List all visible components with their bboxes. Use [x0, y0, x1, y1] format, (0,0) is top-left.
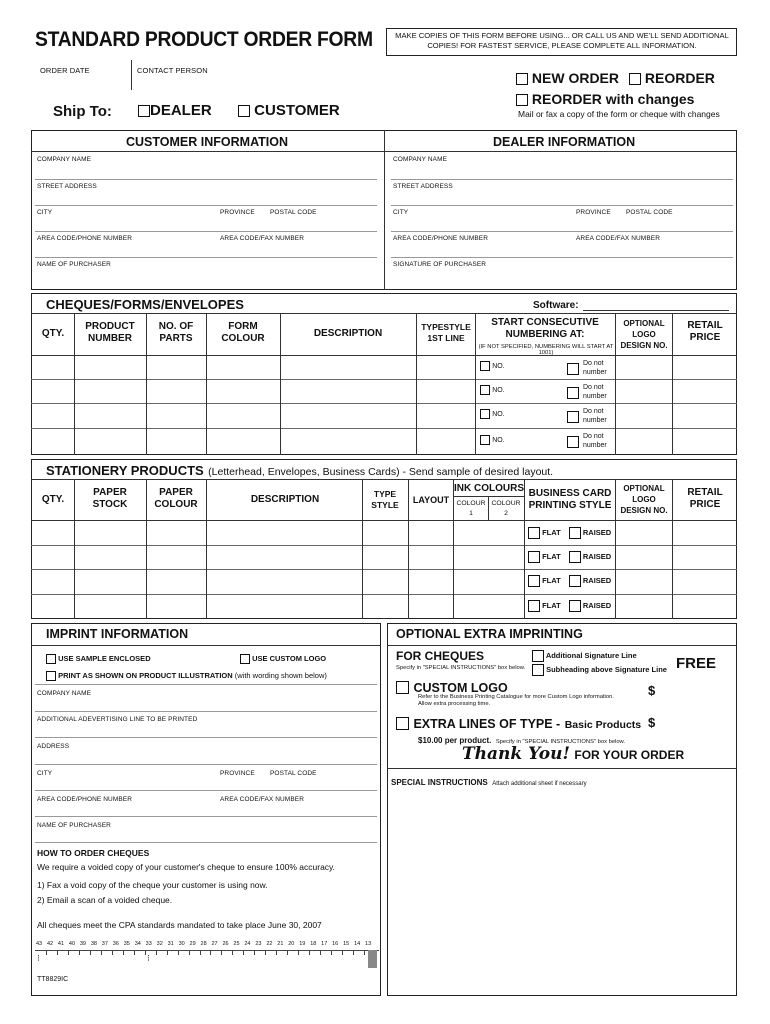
numbering-option-2[interactable] — [480, 385, 505, 395]
special-instructions-field[interactable] — [389, 785, 735, 993]
scale-tick — [331, 950, 332, 955]
typestyle-header — [419, 322, 473, 344]
scale-number: 29 — [189, 941, 196, 947]
scale-tick — [79, 950, 80, 955]
imprint-company-label: COMPANY NAME — [37, 690, 92, 697]
imprint-phone-field[interactable] — [35, 816, 377, 817]
scale-tick — [178, 950, 179, 955]
imprint-city-label: CITY — [37, 770, 53, 777]
flat-label-4: FLAT — [542, 600, 561, 610]
scale-number: 36 — [112, 941, 119, 947]
free-label: FREE — [676, 655, 717, 672]
use-sample-checkbox[interactable] — [46, 654, 56, 664]
flat-label-1: FLAT — [542, 527, 561, 537]
scale-tick — [101, 950, 102, 955]
scale-tick — [353, 950, 354, 955]
contact-person-label: CONTACT PERSON — [137, 66, 208, 75]
imprint-city-field[interactable] — [35, 790, 377, 791]
dealer-option[interactable] — [138, 102, 212, 119]
imprint-address-label: ADDRESS — [37, 743, 70, 750]
scale-number: 22 — [266, 941, 273, 947]
customer-company-label: COMPANY NAME — [37, 156, 92, 163]
scale-tick — [254, 950, 255, 955]
stationery-qty-header: QTY. — [41, 494, 65, 505]
subheading-sig-option[interactable] — [532, 664, 667, 676]
scale-ticks — [35, 950, 379, 956]
step2-text: 2) Email a scan of a voided cheque. — [37, 895, 173, 905]
typestyle-label: TYPESTYLE — [421, 322, 471, 332]
layout-header: LAYOUT — [412, 495, 450, 505]
scale-number: 20 — [288, 941, 295, 947]
flat-raised-row-3[interactable] — [528, 575, 611, 587]
numbering-option-1[interactable] — [480, 361, 505, 371]
imprint-heading: IMPRINT INFORMATION — [46, 627, 189, 641]
scale-tick — [276, 950, 277, 955]
scale-tick — [134, 950, 135, 955]
use-logo-checkbox[interactable] — [240, 654, 250, 664]
stationery-retail-price-header: RETAIL PRICE — [687, 487, 723, 510]
specify-note: Specify in "SPECIAL INSTRUCTIONS" box below. — [396, 665, 526, 671]
customer-label: CUSTOMER — [254, 102, 340, 119]
raised-label-1: RAISED — [582, 527, 612, 537]
scale-number: 26 — [222, 941, 229, 947]
stationery-subheading: (Letterhead, Envelopes, Business Cards) - Send sample of desired layout. — [208, 466, 554, 478]
scale-number: 16 — [332, 941, 339, 947]
with-wording-label: (with wording shown below) — [234, 671, 327, 680]
flat-raised-row-4[interactable] — [528, 600, 611, 612]
scale-number: 34 — [134, 941, 141, 947]
do-not-number-label-4: Do not number — [583, 433, 607, 449]
numbering-checkbox-4[interactable] — [480, 435, 490, 445]
for-order-label: FOR YOUR ORDER — [574, 748, 685, 762]
stationery-description-header: DESCRIPTION — [250, 494, 320, 505]
dealer-street-label: STREET ADDRESS — [393, 183, 453, 190]
imprint-postal-label: POSTAL CODE — [270, 770, 317, 777]
scale-tick — [221, 950, 222, 955]
scale-number: 43 — [36, 941, 43, 947]
customer-info-heading: CUSTOMER INFORMATION — [126, 135, 289, 149]
customer-phone-label: AREA CODE/PHONE NUMBER — [37, 235, 133, 242]
cheques-description-header: DESCRIPTION — [313, 328, 383, 339]
dealer-phone-field[interactable] — [391, 257, 733, 258]
scale-tick — [200, 950, 201, 955]
mail-fax-note: Mail or fax a copy of the form or cheque with changes — [518, 109, 720, 119]
imprint-province-label: PROVINCE — [220, 770, 255, 777]
customer-option[interactable] — [238, 102, 340, 119]
new-order-option[interactable] — [516, 70, 619, 86]
numbering-option-3[interactable] — [480, 409, 505, 419]
software-field[interactable] — [583, 310, 729, 311]
dealer-province-label: PROVINCE — [576, 209, 611, 216]
do-not-number-label-2: Do not number — [583, 384, 607, 400]
scale-tick — [57, 950, 58, 955]
imprint-advertising-label: ADDITIONAL ADEVERTISING LINE TO BE PRINTED — [37, 716, 198, 723]
scale-ruler — [35, 941, 379, 969]
use-sample-option[interactable] — [46, 654, 151, 664]
scale-number: 27 — [211, 941, 218, 947]
attach-note: Attach additional sheet if necessary — [492, 781, 587, 787]
imprint-purchaser-label: NAME OF PURCHASER — [37, 822, 111, 829]
do-not-number-checkbox-3[interactable] — [567, 411, 579, 423]
cheques-retail-price-header: RETAIL PRICE — [687, 320, 723, 343]
scale-number: 25 — [233, 941, 240, 947]
thank-you-row — [462, 744, 684, 764]
logo-ref-note: Refer to the Business Printing Catalogue for more Custom Logo information. — [418, 694, 614, 700]
dealer-company-label: COMPANY NAME — [393, 156, 448, 163]
product-number-header: PRODUCT NUMBER — [85, 321, 135, 344]
imprint-address-field[interactable] — [35, 764, 377, 765]
how-to-heading: HOW TO ORDER CHEQUES — [37, 848, 150, 858]
colour1-header: COLOUR 1 — [456, 500, 486, 517]
no-label-2: NO. — [492, 387, 505, 395]
flat-raised-row-1[interactable] — [528, 527, 611, 539]
scale-tick — [320, 950, 321, 955]
customer-fax-label: AREA CODE/FAX NUMBER — [220, 235, 304, 242]
first-line-label: 1ST LINE — [427, 333, 465, 343]
scale-tick — [156, 950, 157, 955]
basic-products-label: Basic Products — [564, 719, 642, 731]
scale-tick — [46, 950, 47, 955]
dealer-checkbox[interactable] — [138, 105, 150, 117]
cheques-heading: CHEQUES/FORMS/ENVELOPES — [46, 297, 244, 312]
scale-number: 21 — [277, 941, 284, 947]
stationery-heading: STATIONERY PRODUCTS — [46, 463, 204, 478]
imprint-purchaser-field[interactable] — [35, 842, 377, 843]
use-sample-label: USE SAMPLE ENCLOSED — [58, 654, 151, 663]
scale-tick — [232, 950, 233, 955]
dealer-phone-label: AREA CODE/PHONE NUMBER — [393, 235, 489, 242]
scale-grey-bar — [368, 950, 377, 968]
not-specified-note: (IF NOT SPECIFIED, NUMBERING WILL START AT 1001) — [478, 344, 614, 356]
start-consecutive-header: START CONSECUTIVE NUMBERING AT: — [491, 317, 599, 340]
raised-label-2: RAISED — [582, 551, 612, 561]
new-order-label: NEW ORDER — [531, 70, 620, 86]
order-date-label: ORDER DATE — [40, 66, 90, 75]
extra-lines-checkbox[interactable] — [396, 717, 409, 730]
scale-tick — [112, 950, 113, 955]
do-not-number-option-2[interactable] — [567, 384, 579, 402]
raised-label-4: RAISED — [582, 600, 612, 610]
scale-tick — [68, 950, 69, 955]
scale-number: 42 — [46, 941, 54, 947]
additional-sig-checkbox[interactable] — [532, 650, 544, 662]
scale-number: 23 — [255, 941, 262, 947]
customer-company-field[interactable] — [35, 179, 377, 180]
special-instructions-label: SPECIAL INSTRUCTIONS — [391, 778, 488, 787]
ship-to-label: Ship To: — [53, 103, 112, 120]
scale-tick — [167, 950, 168, 955]
extra-lines-dollar: $ — [648, 715, 656, 730]
dealer-city-field[interactable] — [391, 231, 733, 232]
additional-sig-label: Additional Signature Line — [545, 650, 637, 660]
customer-province-label: PROVINCE — [220, 209, 255, 216]
additional-sig-option[interactable] — [532, 650, 637, 662]
scale-number: 30 — [178, 941, 185, 947]
scale-numbers — [35, 941, 379, 949]
scale-tick — [342, 950, 343, 955]
scale-number: 17 — [321, 941, 328, 947]
do-not-number-option-3[interactable] — [567, 408, 579, 426]
scale-number: 13 — [365, 941, 372, 947]
scale-number: 35 — [123, 941, 130, 947]
flat-checkbox-3[interactable] — [528, 575, 540, 587]
raised-checkbox-1[interactable] — [569, 527, 581, 539]
dealer-info-heading: DEALER INFORMATION — [493, 135, 636, 149]
colour2-header: COLOUR 2 — [491, 500, 521, 517]
scale-number: 38 — [90, 941, 97, 947]
scale-number: 32 — [156, 941, 163, 947]
scale-number: 18 — [310, 941, 317, 947]
subheading-sig-label: Subheading above Signature Line — [546, 664, 667, 674]
stationery-heading-row — [46, 462, 553, 480]
stationery-optional-logo-header: OPTIONAL LOGO DESIGN NO. — [620, 484, 668, 515]
type-style-header: TYPE STYLE — [371, 489, 399, 510]
scale-number: 37 — [101, 941, 108, 947]
numbering-option-4[interactable] — [480, 435, 505, 445]
software-label: Software: — [533, 300, 579, 311]
form-colour-header: FORM COLOUR — [221, 321, 265, 344]
paper-stock-header: PAPER STOCK — [92, 487, 128, 510]
scale-tick — [309, 950, 310, 955]
cheques-optional-logo-header: OPTIONAL LOGO DESIGN NO. — [620, 319, 668, 350]
dealer-signature-label: SIGNATURE OF PURCHASER — [393, 261, 487, 268]
scale-tick — [287, 950, 288, 955]
notice-text: MAKE COPIES OF THIS FORM BEFORE USING... OR CALL US AND WE'LL SEND ADDITIONAL COPIES! FOR FASTEST SERVICE, PLEASE COMPLETE ALL INFORMATION. — [395, 31, 729, 50]
numbering-checkbox-2[interactable] — [480, 385, 490, 395]
flat-label-2: FLAT — [542, 551, 561, 561]
scale-marker-icon-2: ⁝ — [147, 953, 150, 963]
no-label-4: NO. — [492, 437, 505, 445]
imprint-advertising-field[interactable] — [35, 737, 377, 738]
no-label-1: NO. — [492, 363, 505, 371]
page-title: STANDARD PRODUCT ORDER FORM — [35, 28, 373, 51]
imprint-fax-label: AREA CODE/FAX NUMBER — [220, 796, 304, 803]
no-of-parts-header: NO. OF PARTS — [158, 321, 194, 344]
voided-text: We require a voided copy of your customer's cheque to ensure 100% accuracy. — [37, 862, 336, 872]
scale-number: 19 — [299, 941, 306, 947]
custom-logo-label: CUSTOM LOGO — [413, 681, 508, 695]
business-card-header: BUSINESS CARD PRINTING STYLE — [528, 488, 612, 511]
scale-tick — [364, 950, 365, 955]
custom-logo-checkbox[interactable] — [396, 681, 409, 694]
paper-colour-header: PAPER COLOUR — [154, 487, 198, 510]
customer-postal-label: POSTAL CODE — [270, 209, 317, 216]
reorder-checkbox[interactable] — [629, 73, 641, 85]
flat-checkbox-1[interactable] — [528, 527, 540, 539]
scale-tick — [243, 950, 244, 955]
scale-number: 39 — [79, 941, 86, 947]
subheading-sig-checkbox[interactable] — [532, 664, 544, 676]
scale-tick — [265, 950, 266, 955]
do-not-number-option-4[interactable] — [567, 433, 579, 451]
dealer-street-field[interactable] — [391, 205, 733, 206]
scale-number: 24 — [244, 941, 251, 947]
customer-checkbox[interactable] — [238, 105, 250, 117]
scale-number: 31 — [167, 941, 174, 947]
scale-number: 40 — [68, 941, 76, 947]
extra-lines-label: EXTRA LINES OF TYPE - — [413, 717, 561, 731]
dealer-fax-label: AREA CODE/FAX NUMBER — [576, 235, 660, 242]
imprint-phone-label: AREA CODE/PHONE NUMBER — [37, 796, 133, 803]
do-not-number-label-3: Do not number — [583, 408, 607, 424]
scale-number: 14 — [354, 941, 361, 947]
do-not-number-option-1[interactable] — [567, 360, 579, 378]
numbering-checkbox-1[interactable] — [480, 361, 490, 371]
scale-tick — [145, 950, 146, 955]
flat-label-3: FLAT — [542, 575, 561, 585]
dealer-postal-label: POSTAL CODE — [626, 209, 673, 216]
do-not-number-checkbox-2[interactable] — [567, 387, 579, 399]
cheques-qty-header: QTY. — [41, 328, 65, 339]
scale-marker-icon: ⁝ — [37, 953, 40, 963]
extra-heading: OPTIONAL EXTRA IMPRINTING — [396, 627, 583, 641]
print-as-shown-option[interactable] — [46, 671, 327, 681]
customer-street-label: STREET ADDRESS — [37, 183, 97, 190]
customer-street-field[interactable] — [35, 205, 377, 206]
raised-checkbox-4[interactable] — [569, 600, 581, 612]
dealer-label: DEALER — [150, 102, 212, 119]
raised-checkbox-2[interactable] — [569, 551, 581, 563]
no-label-3: NO. — [492, 411, 505, 419]
thank-you-script: Thank You! — [462, 744, 570, 764]
scale-tick — [123, 950, 124, 955]
reorder-changes-checkbox[interactable] — [516, 94, 528, 106]
reorder-changes-option[interactable] — [516, 91, 694, 107]
do-not-number-checkbox-1[interactable] — [567, 363, 579, 375]
imprint-company-field[interactable] — [35, 711, 377, 712]
cpa-text: All cheques meet the CPA standards mandated to take place June 30, 2007 — [37, 920, 322, 930]
reorder-label: REORDER — [644, 70, 715, 86]
allow-note: Allow extra processing time. — [418, 701, 491, 707]
custom-logo-dollar: $ — [648, 683, 656, 698]
dealer-company-field[interactable] — [391, 179, 733, 180]
dealer-city-label: CITY — [393, 209, 409, 216]
use-logo-option[interactable] — [240, 654, 326, 664]
scale-number: 28 — [200, 941, 207, 947]
reorder-changes-label: REORDER with changes — [531, 91, 695, 107]
do-not-number-checkbox-4[interactable] — [567, 436, 579, 448]
print-as-shown-checkbox[interactable] — [46, 671, 56, 681]
print-as-shown-label: PRINT AS SHOWN ON PRODUCT ILLUSTRATION — [58, 671, 233, 680]
raised-label-3: RAISED — [582, 575, 612, 585]
do-not-number-label-1: Do not number — [583, 360, 607, 376]
customer-purchaser-label: NAME OF PURCHASER — [37, 261, 111, 268]
scale-tick — [298, 950, 299, 955]
for-cheques-label: FOR CHEQUES — [396, 649, 485, 663]
customer-city-label: CITY — [37, 209, 53, 216]
ink-colours-header: INK COLOURS — [454, 483, 524, 494]
specify2-note: Specify in "SPECIAL INSTRUCTIONS" box below. — [495, 739, 626, 745]
scale-tick — [210, 950, 211, 955]
customer-phone-field[interactable] — [35, 257, 377, 258]
customer-city-field[interactable] — [35, 231, 377, 232]
step1-text: 1) Fax a void copy of the cheque your customer is using now. — [37, 880, 268, 890]
scale-number: 41 — [57, 941, 65, 947]
numbering-checkbox-3[interactable] — [480, 409, 490, 419]
form-code: TT8829IC — [37, 976, 69, 983]
reorder-option[interactable] — [629, 70, 715, 86]
scale-tick — [189, 950, 190, 955]
scale-number: 15 — [343, 941, 350, 947]
new-order-checkbox[interactable] — [516, 73, 528, 85]
flat-checkbox-4[interactable] — [528, 600, 540, 612]
raised-checkbox-3[interactable] — [569, 575, 581, 587]
flat-raised-row-2[interactable] — [528, 551, 611, 563]
use-logo-label: USE CUSTOM LOGO — [252, 654, 327, 663]
scale-tick — [90, 950, 91, 955]
per-product-label: $10.00 per product. — [418, 736, 492, 745]
flat-checkbox-2[interactable] — [528, 551, 540, 563]
scale-number: 33 — [145, 941, 152, 947]
